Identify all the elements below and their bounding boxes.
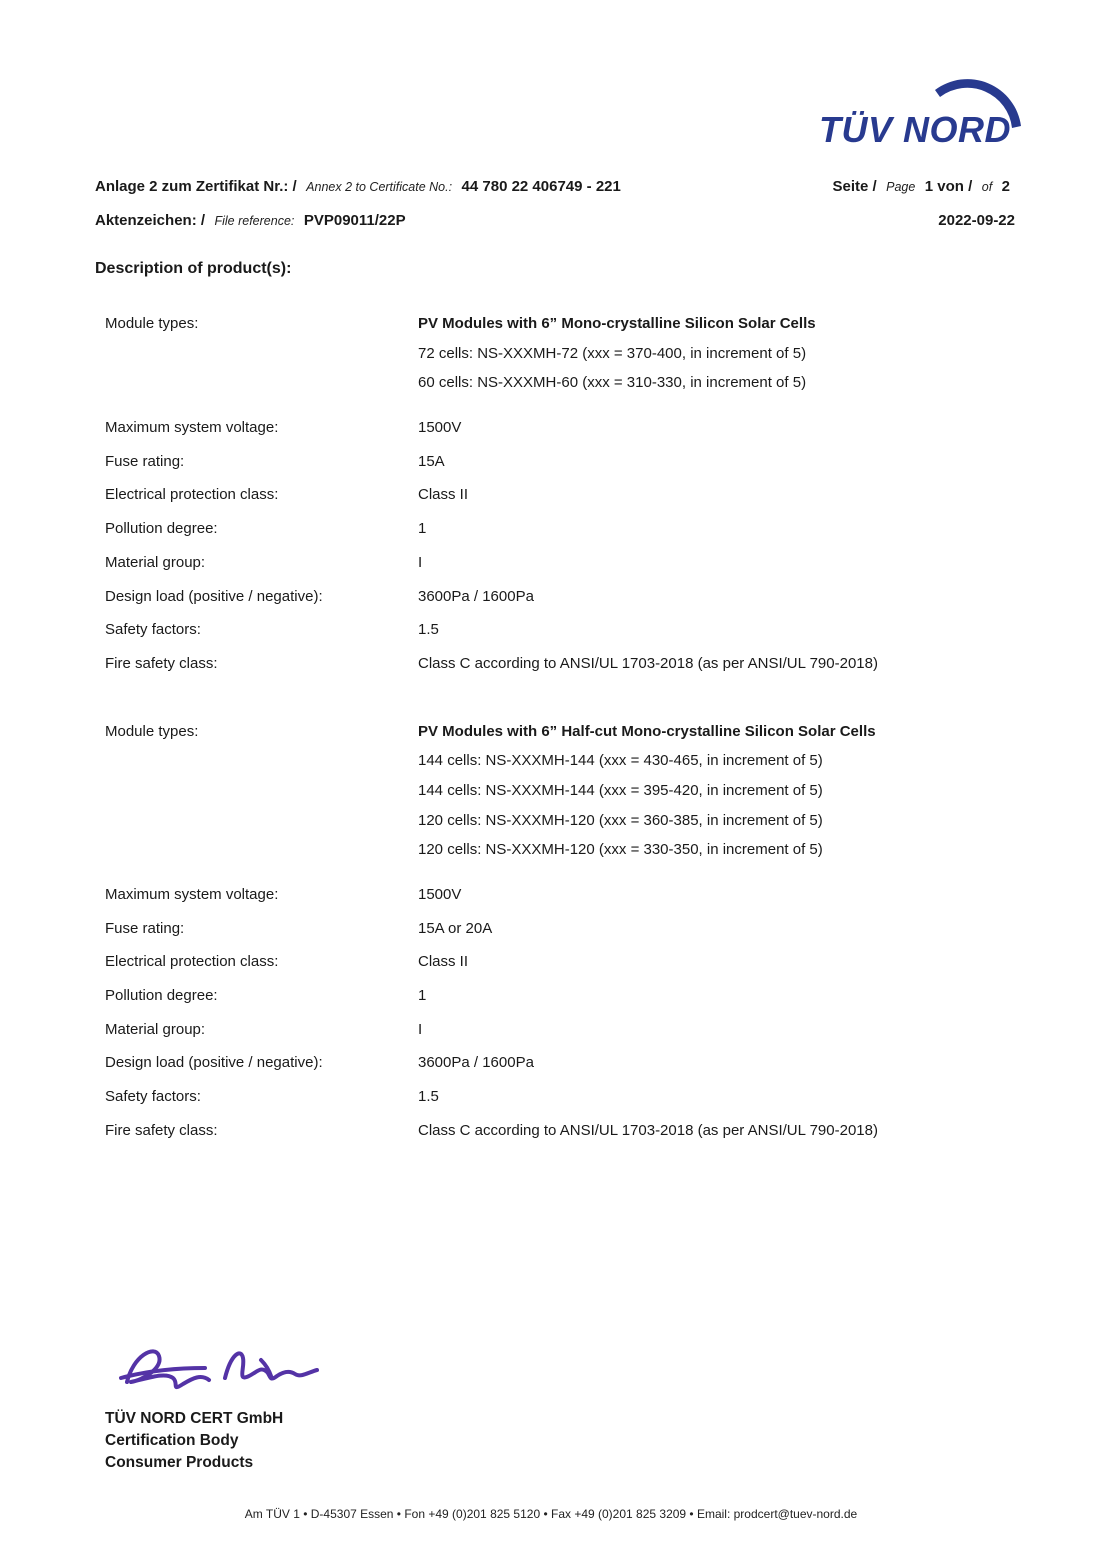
spec-row (105, 587, 1015, 608)
spec-row (105, 654, 1015, 675)
spec-label: Safety factors: (105, 1088, 201, 1106)
file-label-de: Aktenzeichen: / (95, 212, 206, 229)
spec-value: 1500V (418, 419, 462, 437)
signatory-identity (95, 1408, 328, 1474)
spec-label: Electrical protection class: (105, 953, 279, 971)
spec-value: Class C according to ANSI/UL 1703-2018 (as per ANSI/UL 790-2018) (418, 1121, 878, 1139)
spec-row (105, 519, 1015, 540)
page-total: 2 (1001, 178, 1010, 195)
module-variant: 120 cells: NS-XXXMH-120 (xxx = 360-385, in increment of 5) (418, 811, 823, 829)
module-variant: 120 cells: NS-XXXMH-120 (xxx = 330-350, in increment of 5) (418, 841, 823, 859)
module-types-value (418, 314, 1015, 403)
module-variant: 144 cells: NS-XXXMH-144 (xxx = 430-465, in increment of 5) (418, 752, 823, 770)
product-spec-section-2 (95, 722, 1015, 1142)
spec-row (105, 418, 1015, 439)
spec-value: 3600Pa / 1600Pa (418, 1054, 534, 1072)
footer-contact-line: Am TÜV 1 • D-45307 Essen • Fon +49 (0)201 825 5120 • Fax +49 (0)201 825 3209 • Email: prodcert@tuev-nord.de (244, 1507, 858, 1521)
signatory-department: Certification Body (105, 1432, 239, 1449)
spec-value: Class II (418, 486, 469, 504)
module-family-title: PV Modules with 6” Mono-crystalline Silicon Solar Cells (418, 315, 816, 332)
page-of-label: of (981, 180, 993, 194)
document-date: 2022-09-22 (938, 212, 1015, 229)
page-title: Description of product(s): (95, 260, 292, 277)
header-line-file (95, 212, 1015, 230)
page-label-de: Seite / (832, 178, 877, 195)
spec-value: Class II (418, 953, 469, 971)
module-variant: 60 cells: NS-XXXMH-60 (xxx = 310-330, in increment of 5) (418, 374, 807, 392)
signature-block (95, 1338, 328, 1474)
spec-row (105, 553, 1015, 574)
module-variant: 72 cells: NS-XXXMH-72 (xxx = 370-400, in increment of 5) (418, 344, 807, 362)
module-variant: 144 cells: NS-XXXMH-144 (xxx = 395-420, in increment of 5) (418, 781, 823, 799)
spec-label: Pollution degree: (105, 520, 218, 538)
spec-row (105, 1087, 1015, 1108)
logo-text: TÜV NORD (819, 109, 1011, 150)
spec-row (105, 1053, 1015, 1074)
module-types-value (418, 722, 1015, 870)
page-indicator (833, 178, 1016, 196)
file-label-en: File reference: (214, 214, 295, 228)
spec-label: Safety factors: (105, 621, 201, 639)
spec-value: 15A or 20A (418, 919, 493, 937)
header-line-annex (95, 178, 1015, 196)
module-types-row (105, 314, 1015, 403)
spec-row (105, 620, 1015, 641)
spec-row (105, 986, 1015, 1007)
spec-label: Design load (positive / negative): (105, 1054, 323, 1072)
spec-label: Fire safety class: (105, 1121, 218, 1139)
annex-label-en: Annex 2 to Certificate No.: (306, 180, 453, 194)
spec-label: Material group: (105, 1020, 206, 1038)
spec-value: I (418, 1020, 423, 1038)
spec-label: Design load (positive / negative): (105, 587, 323, 605)
page-number: 1 von / (924, 178, 973, 195)
product-spec-section-1 (95, 314, 1015, 675)
spec-row (105, 485, 1015, 506)
spec-value: 3600Pa / 1600Pa (418, 587, 534, 605)
signatory-unit: Consumer Products (105, 1454, 254, 1471)
spec-value: Class C according to ANSI/UL 1703-2018 (as per ANSI/UL 790-2018) (418, 654, 878, 672)
spec-label: Fuse rating: (105, 919, 185, 937)
spec-label: Fire safety class: (105, 654, 218, 672)
spec-label: Module types: (105, 315, 199, 332)
tuev-nord-logo (817, 64, 1032, 164)
spec-value: 1 (418, 987, 427, 1005)
section-divider-space (95, 688, 1015, 722)
page-label-en: Page (886, 180, 916, 194)
spec-value: I (418, 553, 423, 571)
spec-label: Module types: (105, 722, 199, 740)
spec-label: Fuse rating: (105, 452, 185, 470)
spec-row (105, 919, 1015, 940)
spec-label: Material group: (105, 553, 206, 571)
spec-label: Maximum system voltage: (105, 886, 279, 903)
spec-row (105, 885, 1015, 906)
signatory-company: TÜV NORD CERT GmbH (105, 1410, 284, 1427)
tuev-nord-logo-graphic (817, 64, 1032, 164)
file-reference (95, 212, 411, 230)
certificate-number: 44 780 22 406749 - 221 (461, 178, 621, 195)
annex-reference (95, 178, 626, 196)
spec-value: 1.5 (418, 1088, 439, 1106)
spec-row (105, 452, 1015, 473)
spec-value: 15A (418, 452, 445, 470)
spec-row (105, 1121, 1015, 1142)
spec-label: Maximum system voltage: (105, 419, 279, 437)
module-family-title: PV Modules with 6” Half-cut Mono-crystalline Silicon Solar Cells (418, 722, 876, 740)
spec-row (105, 952, 1015, 973)
spec-value: 1.5 (418, 621, 439, 639)
handwritten-signature (113, 1338, 328, 1406)
spec-value: 1500V (418, 886, 462, 903)
module-types-row (105, 722, 1015, 870)
file-reference-number: PVP09011/22P (303, 212, 406, 229)
spec-label: Electrical protection class: (105, 486, 279, 504)
spec-label: Pollution degree: (105, 987, 218, 1005)
spec-row (105, 1020, 1015, 1041)
annex-label-de: Anlage 2 zum Zertifikat Nr.: / (95, 178, 297, 195)
spec-value: 1 (418, 520, 427, 538)
